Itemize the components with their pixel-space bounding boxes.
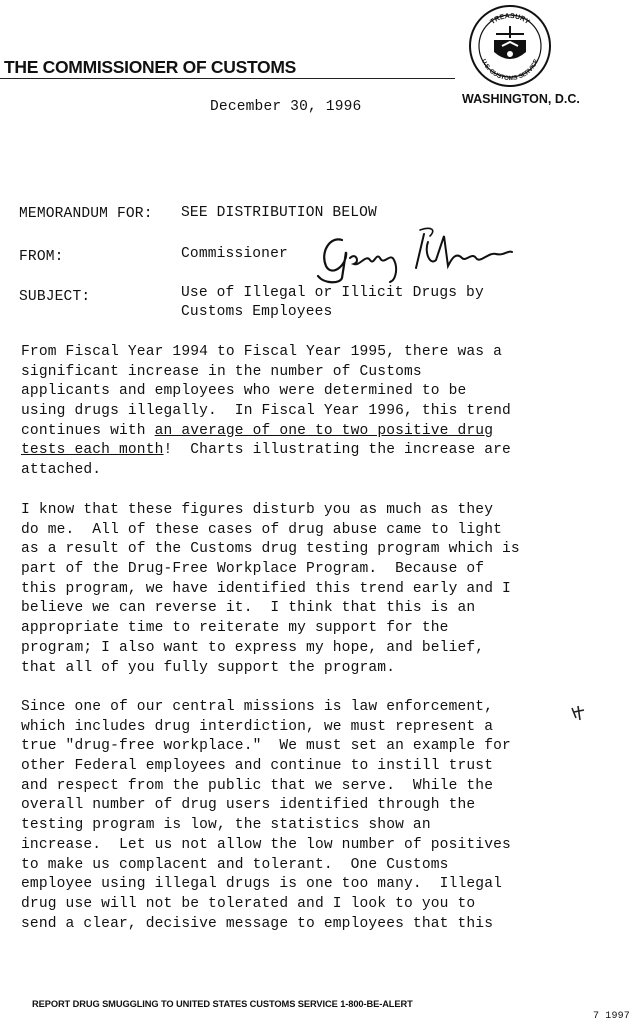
text-fragment: ! Charts illustrating the increase are (163, 442, 511, 459)
paragraph-line (21, 441, 511, 461)
paragraph-line: applicants and employees who were determined to be (21, 383, 467, 400)
paragraph-3 (21, 698, 511, 934)
letterhead-title: THE COMMISSIONER OF CUSTOMS (4, 57, 297, 77)
treasury-seal-icon (468, 4, 552, 88)
paragraph-line: as a result of the Customs drug testing program which is (21, 541, 520, 558)
subject-line-1: Use of Illegal or Illicit Drugs by (181, 285, 484, 301)
paragraph-line: to make us complacent and tolerant. One Customs (21, 856, 449, 873)
memo-date: December 30, 1996 (210, 99, 362, 115)
paragraph-line: true "drug-free workplace." We must set an example for (21, 738, 511, 755)
location-label: WASHINGTON, D.C. (462, 92, 580, 106)
text-fragment: continues with (21, 422, 155, 439)
underlined-text: tests each month (21, 442, 164, 459)
paragraph-line: testing program is low, the statistics show an (21, 817, 431, 834)
paragraph-line: attached. (21, 462, 102, 479)
paragraph-line: I know that these figures disturb you as much as they (21, 502, 494, 518)
paragraph-line: do me. All of these cases of drug abuse came to light (21, 521, 503, 538)
paragraph-line: significant increase in the number of Customs (21, 363, 422, 380)
paragraph-line: send a clear, decisive message to employees that this (21, 915, 494, 932)
paragraph-line: that all of you fully support the program. (21, 659, 396, 676)
footer-stamp: 7 1997 (593, 1011, 630, 1022)
signature-icon (312, 222, 522, 286)
paragraph-1 (21, 343, 511, 481)
paragraph-2 (21, 501, 520, 678)
paragraph-line: which includes drug interdiction, we must represent a (21, 718, 494, 735)
underlined-text: an average of one to two positive drug (154, 422, 494, 439)
paragraph-line: overall number of drug users identified through the (21, 797, 476, 814)
paragraph-line: other Federal employees and continue to instill trust (21, 758, 494, 775)
paragraph-line: increase. Let us not allow the low number of positives (21, 836, 511, 853)
paragraph-line: Since one of our central missions is law enforcement, (21, 699, 494, 715)
svg-text:TREASURY: TREASURY (489, 12, 531, 26)
paragraph-line: using drugs illegally. In Fiscal Year 1996, this trend (21, 403, 511, 420)
paragraph-line: drug use will not be tolerated and I look to you to (21, 895, 476, 912)
subject-line-2: Customs Employees (181, 304, 333, 320)
memorandum-for-value: SEE DISTRIBUTION BELOW (181, 205, 377, 221)
paragraph-line: employee using illegal drugs is one too many. Illegal (21, 876, 503, 893)
memorandum-for-label: MEMORANDUM FOR: (19, 206, 153, 222)
paragraph-line (21, 422, 511, 442)
from-value: Commissioner (181, 246, 288, 262)
margin-mark-icon (568, 702, 588, 722)
paragraph-line: part of the Drug-Free Workplace Program. Because of (21, 561, 485, 578)
footer-hotline: REPORT DRUG SMUGGLING TO UNITED STATES CUSTOMS SERVICE 1-800-BE-ALERT (32, 999, 413, 1009)
paragraph-line: this program, we have identified this trend early and I (21, 580, 511, 597)
paragraph-line: and respect from the public that we serve. While the (21, 777, 494, 794)
subject-label: SUBJECT: (19, 289, 91, 305)
paragraph-line: program; I also want to express my hope, and belief, (21, 639, 485, 656)
from-label: FROM: (19, 249, 64, 265)
paragraph-line: believe we can reverse it. I think that this is an (21, 600, 476, 617)
letterhead-rule (0, 78, 455, 79)
paragraph-line: appropriate time to reiterate my support for the (21, 620, 449, 637)
paragraph-line: From Fiscal Year 1994 to Fiscal Year 1995, there was a (21, 344, 503, 360)
svg-text:U.S. CUSTOMS SERVICE: U.S. CUSTOMS SERVICE (479, 58, 541, 83)
